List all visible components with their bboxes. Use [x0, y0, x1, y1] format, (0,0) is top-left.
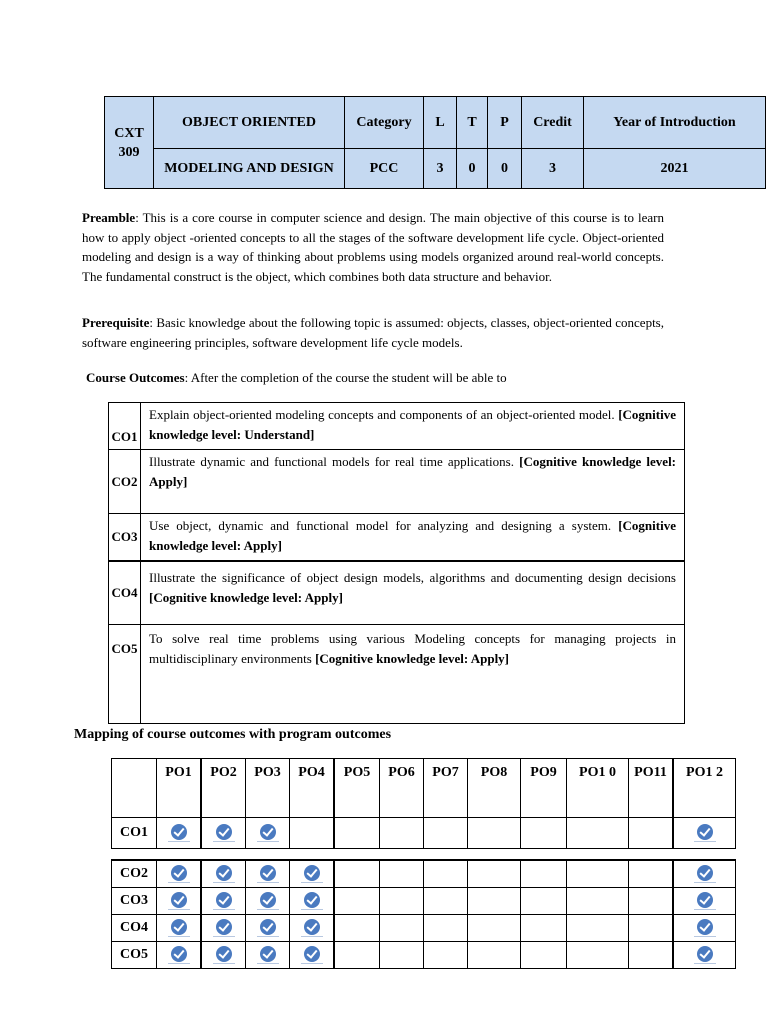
- mapping-cell: [673, 915, 736, 942]
- course-title-top: OBJECT ORIENTED: [154, 97, 345, 149]
- check-circle-icon: [260, 892, 276, 908]
- table-row: [112, 888, 736, 915]
- tick-wrapper: [168, 865, 190, 883]
- po-header: PO9: [521, 759, 567, 818]
- mapping-cell: [290, 818, 335, 849]
- tick-wrapper: [301, 865, 323, 883]
- tick-wrapper: [694, 892, 716, 910]
- check-circle-icon: [171, 865, 187, 881]
- mapping-cell: [521, 888, 567, 915]
- mapping-cell: [521, 942, 567, 969]
- tick-wrapper: [213, 865, 235, 883]
- check-circle-icon: [260, 919, 276, 935]
- tick-wrapper: [168, 824, 190, 842]
- mapping-cell: [157, 860, 202, 888]
- course-header-table: [104, 96, 766, 189]
- check-circle-icon: [697, 865, 713, 881]
- table-row: [112, 759, 736, 818]
- tick-wrapper: [168, 892, 190, 910]
- mapping-cell: [290, 915, 335, 942]
- credit-value: 3: [522, 149, 584, 189]
- check-circle-icon: [697, 824, 713, 840]
- table-row: [112, 860, 736, 888]
- mapping-table-body: [111, 859, 736, 969]
- po-header: PO1 2: [673, 759, 736, 818]
- mapping-cell: [201, 888, 246, 915]
- mapping-cell: [157, 942, 202, 969]
- po-header: PO7: [424, 759, 468, 818]
- mapping-cell: [201, 818, 246, 849]
- check-circle-icon: [260, 946, 276, 962]
- co-id: CO5: [109, 625, 141, 724]
- mapping-cell: [567, 818, 629, 849]
- tick-wrapper: [168, 946, 190, 964]
- mapping-cell: [468, 818, 521, 849]
- check-circle-icon: [216, 865, 232, 881]
- check-circle-icon: [216, 892, 232, 908]
- credit-label: Credit: [522, 97, 584, 149]
- co-id: CO4: [112, 915, 157, 942]
- co-id: CO3: [109, 514, 141, 562]
- check-circle-icon: [171, 946, 187, 962]
- mapping-cell: [380, 888, 424, 915]
- mapping-cell: [157, 818, 202, 849]
- mapping-cell: [567, 860, 629, 888]
- category-label: Category: [345, 97, 424, 149]
- mapping-cell: [380, 818, 424, 849]
- co-id: CO1: [109, 403, 141, 450]
- mapping-cell: [246, 888, 290, 915]
- prerequisite-label: Prerequisite: [82, 315, 150, 330]
- course-outcomes-heading: [86, 368, 507, 387]
- mapping-heading: Mapping of course outcomes with program outcomes: [74, 727, 392, 742]
- mapping-cell: [380, 915, 424, 942]
- mapping-cell: [246, 942, 290, 969]
- tick-wrapper: [213, 919, 235, 937]
- mapping-cell: [521, 860, 567, 888]
- co-id: CO5: [112, 942, 157, 969]
- p-value: 0: [488, 149, 522, 189]
- course-title-bottom: MODELING AND DESIGN: [154, 149, 345, 189]
- corner-cell: [112, 759, 157, 818]
- po-header: PO3: [246, 759, 290, 818]
- mapping-cell: [290, 860, 335, 888]
- table-row: [109, 514, 685, 562]
- co-id: CO2: [109, 450, 141, 514]
- tick-wrapper: [257, 824, 279, 842]
- mapping-cell: [334, 942, 380, 969]
- course-outcomes-table: [108, 402, 685, 724]
- course-outcomes-text: : After the completion of the course the student will be able to: [184, 370, 507, 385]
- mapping-cell: [424, 915, 468, 942]
- tick-wrapper: [257, 946, 279, 964]
- prerequisite-paragraph: [82, 313, 664, 352]
- prerequisite-text: : Basic knowledge about the following topic is assumed: objects, classes, object-oriented concepts, software engineering principles, software development life cycle models.: [82, 315, 664, 350]
- mapping-cell: [424, 818, 468, 849]
- table-row: [109, 625, 685, 724]
- table-row: [112, 915, 736, 942]
- tick-wrapper: [213, 946, 235, 964]
- mapping-cell: [201, 860, 246, 888]
- mapping-cell: [157, 888, 202, 915]
- year-label: Year of Introduction: [584, 97, 766, 149]
- check-circle-icon: [697, 946, 713, 962]
- co-description: Illustrate the significance of object design models, algorithms and documenting design decisions [Cognitive knowledge level: Apply]: [141, 561, 685, 625]
- preamble-label: Preamble: [82, 210, 136, 225]
- mapping-cell: [334, 818, 380, 849]
- mapping-cell: [468, 915, 521, 942]
- tick-wrapper: [168, 919, 190, 937]
- mapping-cell: [673, 942, 736, 969]
- course-code: CXT 309: [105, 97, 154, 189]
- mapping-cell: [424, 888, 468, 915]
- mapping-cell: [673, 818, 736, 849]
- tick-wrapper: [301, 919, 323, 937]
- check-circle-icon: [697, 919, 713, 935]
- po-header: PO4: [290, 759, 335, 818]
- l-label: L: [424, 97, 457, 149]
- check-circle-icon: [171, 919, 187, 935]
- mapping-cell: [468, 888, 521, 915]
- po-header: PO1: [157, 759, 202, 818]
- check-circle-icon: [304, 919, 320, 935]
- co-description: To solve real time problems using various Modeling concepts for managing projects in multidisciplinary environments [Cognitive knowledge level: Apply]: [141, 625, 685, 724]
- t-value: 0: [457, 149, 488, 189]
- check-circle-icon: [171, 824, 187, 840]
- table-row: [109, 561, 685, 625]
- check-circle-icon: [697, 892, 713, 908]
- mapping-cell: [334, 888, 380, 915]
- tick-wrapper: [213, 824, 235, 842]
- tick-wrapper: [257, 919, 279, 937]
- po-header: PO2: [201, 759, 246, 818]
- tick-wrapper: [694, 919, 716, 937]
- check-circle-icon: [304, 892, 320, 908]
- check-circle-icon: [171, 892, 187, 908]
- mapping-cell: [246, 818, 290, 849]
- po-header: PO5: [334, 759, 380, 818]
- po-header: PO8: [468, 759, 521, 818]
- table-row: [112, 942, 736, 969]
- co-id: CO4: [109, 561, 141, 625]
- course-outcomes-label: Course Outcomes: [86, 370, 185, 385]
- tick-wrapper: [257, 865, 279, 883]
- mapping-cell: [246, 860, 290, 888]
- mapping-cell: [201, 942, 246, 969]
- po-header: PO1 0: [567, 759, 629, 818]
- check-circle-icon: [260, 824, 276, 840]
- co-description: Illustrate dynamic and functional models for real time applications. [Cognitive knowledge level: Apply]: [141, 450, 685, 514]
- mapping-cell: [380, 942, 424, 969]
- table-row: [109, 403, 685, 450]
- mapping-cell: [468, 860, 521, 888]
- preamble-paragraph: [82, 208, 664, 286]
- mapping-cell: [673, 888, 736, 915]
- preamble-text: : This is a core course in computer science and design. The main objective of this course is to learn how to apply object -oriented concepts to all the stages of the software development life cycle. Object-oriented modeling and design is a way of thinking about problems using models organized around real-world concepts. The fundamental construct is the object, which combines both data structure and behavior.: [82, 210, 664, 284]
- mapping-cell: [629, 818, 674, 849]
- tick-wrapper: [301, 892, 323, 910]
- check-circle-icon: [304, 946, 320, 962]
- mapping-cell: [201, 915, 246, 942]
- check-circle-icon: [260, 865, 276, 881]
- po-header: PO6: [380, 759, 424, 818]
- check-circle-icon: [216, 919, 232, 935]
- mapping-cell: [468, 942, 521, 969]
- mapping-cell: [567, 942, 629, 969]
- mapping-cell: [290, 888, 335, 915]
- co-id: CO2: [112, 860, 157, 888]
- co-description: Explain object-oriented modeling concepts and components of an object-oriented model. [Cognitive knowledge level: Understand]: [141, 403, 685, 450]
- mapping-cell: [157, 915, 202, 942]
- mapping-cell: [424, 860, 468, 888]
- mapping-cell: [629, 915, 674, 942]
- po-header: PO11: [629, 759, 674, 818]
- mapping-cell: [334, 860, 380, 888]
- mapping-cell: [246, 915, 290, 942]
- mapping-cell: [629, 860, 674, 888]
- t-label: T: [457, 97, 488, 149]
- check-circle-icon: [216, 946, 232, 962]
- tick-wrapper: [694, 824, 716, 842]
- mapping-cell: [629, 942, 674, 969]
- category-value: PCC: [345, 149, 424, 189]
- table-row: [109, 450, 685, 514]
- check-circle-icon: [216, 824, 232, 840]
- table-row: [112, 818, 736, 849]
- year-value: 2021: [584, 149, 766, 189]
- co-id: CO1: [112, 818, 157, 849]
- mapping-cell: [521, 818, 567, 849]
- mapping-cell: [290, 942, 335, 969]
- l-value: 3: [424, 149, 457, 189]
- mapping-cell: [673, 860, 736, 888]
- mapping-cell: [567, 915, 629, 942]
- mapping-cell: [567, 888, 629, 915]
- co-id: CO3: [112, 888, 157, 915]
- tick-wrapper: [257, 892, 279, 910]
- check-circle-icon: [304, 865, 320, 881]
- tick-wrapper: [301, 946, 323, 964]
- tick-wrapper: [213, 892, 235, 910]
- mapping-cell: [629, 888, 674, 915]
- mapping-cell: [380, 860, 424, 888]
- mapping-cell: [334, 915, 380, 942]
- p-label: P: [488, 97, 522, 149]
- mapping-cell: [424, 942, 468, 969]
- mapping-cell: [521, 915, 567, 942]
- co-description: Use object, dynamic and functional model for analyzing and designing a system. [Cognitive knowledge level: Apply]: [141, 514, 685, 562]
- mapping-table-header: [111, 758, 736, 849]
- tick-wrapper: [694, 865, 716, 883]
- tick-wrapper: [694, 946, 716, 964]
